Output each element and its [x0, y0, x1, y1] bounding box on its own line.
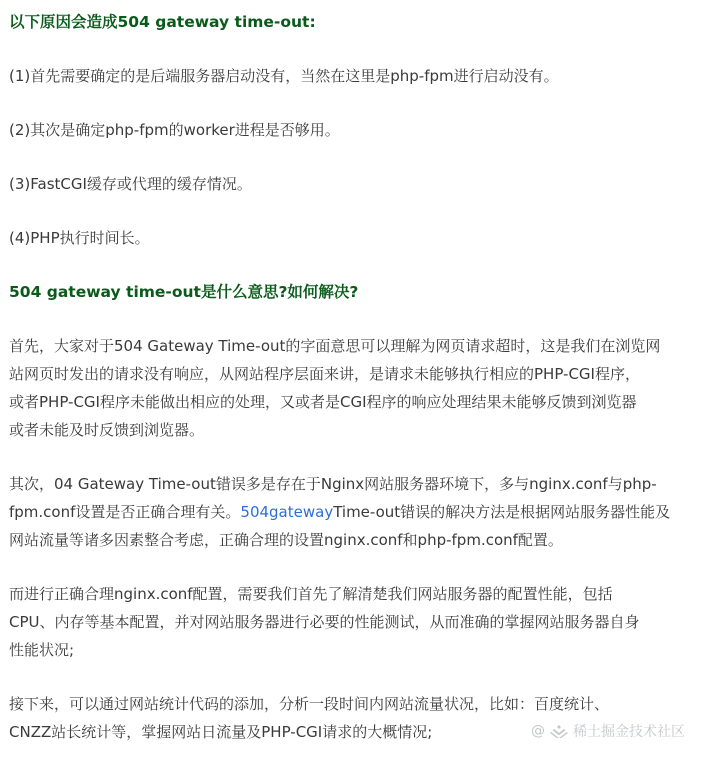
- gateway-link[interactable]: 504gateway: [240, 503, 334, 521]
- paragraph-line: 而进行正确合理nginx.conf配置，需要我们首先了解清楚我们网站服务器的配置性能，包括: [9, 585, 613, 603]
- paragraph-line: 其次，04 Gateway Time-out错误多是存在于Nginx网站服务器环境下，多与nginx.conf与php-: [9, 475, 657, 493]
- reason-item-3: (3)FastCGI缓存或代理的缓存情况。: [9, 175, 252, 193]
- watermark-text: 稀土掘金技术社区: [573, 724, 685, 740]
- paragraph-text: Time-out错误的解决方法是根据网站服务器性能及: [333, 503, 671, 521]
- paragraph-line: 接下来，可以通过网站统计代码的添加，分析一段时间内网站流量状况，比如：百度统计、: [9, 695, 610, 713]
- paragraph-line: 性能状况;: [9, 641, 75, 659]
- paragraph-line: CNZZ站长统计等，掌握网站日流量及PHP-CGI请求的大概情况;: [9, 723, 433, 741]
- paragraph-text: fpm.conf设置是否正确合理有关。: [9, 503, 241, 521]
- paragraph-line: 站网页时发出的请求没有响应，从网站程序层面来讲，是请求未能够执行相应的PHP-CGI程序，: [9, 365, 640, 383]
- paragraph-line-with-link: [9, 501, 670, 523]
- reason-item-2: (2)其次是确定php-fpm的worker进程是否够用。: [9, 121, 340, 139]
- reason-item-1: (1)首先需要确定的是后端服务器启动没有，当然在这里是php-fpm进行启动没有。: [9, 67, 559, 85]
- paragraph-line: 或者PHP-CGI程序未能做出相应的处理，又或者是CGI程序的响应处理结果未能够反馈到浏览器: [9, 393, 637, 411]
- reason-item-4: (4)PHP执行时间长。: [9, 229, 150, 247]
- paragraph-line: 或者未能及时反馈到浏览器。: [9, 421, 205, 439]
- paragraph-line: CPU、内存等基本配置，并对网站服务器进行必要的性能测试，从而准确的掌握网站服务器自身: [9, 613, 640, 631]
- paragraph-line: 首先，大家对于504 Gateway Time-out的字面意思可以理解为网页请求超时，这是我们在浏览网: [9, 337, 661, 355]
- watermark: [531, 721, 685, 741]
- paragraph-line: 网站流量等诸多因素整合考虑，正确合理的设置nginx.conf和php-fpm.conf配置。: [9, 531, 563, 549]
- section-heading-causes: 以下原因会造成504 gateway time-out:: [9, 13, 316, 31]
- watermark-prefix: @: [531, 723, 545, 739]
- section-heading-meaning: 504 gateway time-out是什么意思?如何解决?: [9, 283, 359, 301]
- juejin-logo-icon: [550, 724, 568, 738]
